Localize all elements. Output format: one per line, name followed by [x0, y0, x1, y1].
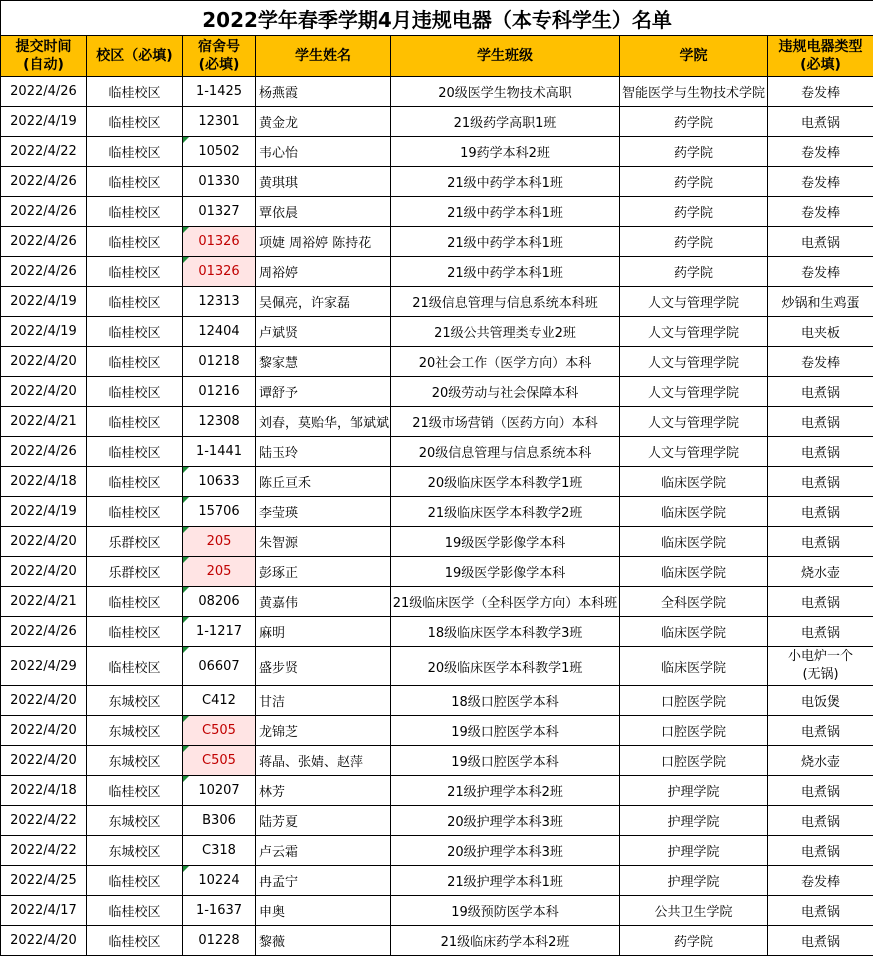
- cell-campus[interactable]: 临桂校区: [87, 227, 183, 257]
- table-row: [1, 197, 873, 227]
- cell-name[interactable]: 黎家慧: [256, 347, 391, 377]
- cell-date[interactable]: 2022/4/26: [1, 437, 87, 467]
- cell-room[interactable]: 01326: [183, 257, 256, 287]
- cell-appliance[interactable]: 电煮锅: [768, 587, 873, 617]
- cell-room[interactable]: 12308: [183, 407, 256, 437]
- cell-date[interactable]: 2022/4/22: [1, 806, 87, 836]
- cell-appliance[interactable]: 卷发棒: [768, 347, 873, 377]
- cell-campus[interactable]: 临桂校区: [87, 617, 183, 647]
- cell-college[interactable]: 药学院: [620, 227, 768, 257]
- cell-date[interactable]: 2022/4/20: [1, 716, 87, 746]
- cell-room[interactable]: 01228: [183, 926, 256, 956]
- cell-date[interactable]: 2022/4/20: [1, 926, 87, 956]
- cell-room[interactable]: 10224: [183, 866, 256, 896]
- cell-room[interactable]: 10207: [183, 776, 256, 806]
- cell-name[interactable]: 盛步贤: [256, 647, 391, 686]
- cell-date[interactable]: 2022/4/29: [1, 647, 87, 686]
- cell-campus[interactable]: 临桂校区: [87, 776, 183, 806]
- cell-college[interactable]: 药学院: [620, 257, 768, 287]
- table-row: [1, 317, 873, 347]
- table-row: [1, 806, 873, 836]
- cell-class[interactable]: 21级药学高职1班: [391, 107, 620, 137]
- cell-campus[interactable]: 临桂校区: [87, 587, 183, 617]
- cell-college[interactable]: 人文与管理学院: [620, 347, 768, 377]
- cell-class[interactable]: 19药学本科2班: [391, 137, 620, 167]
- cell-class[interactable]: 21级公共管理类专业2班: [391, 317, 620, 347]
- cell-college[interactable]: 人文与管理学院: [620, 437, 768, 467]
- cell-date[interactable]: 2022/4/20: [1, 557, 87, 587]
- table-row: [1, 167, 873, 197]
- cell-appliance[interactable]: 卷发棒: [768, 866, 873, 896]
- cell-room[interactable]: 01330: [183, 167, 256, 197]
- cell-college[interactable]: 护理学院: [620, 836, 768, 866]
- cell-class[interactable]: 19级预防医学本科: [391, 896, 620, 926]
- cell-class[interactable]: 20级临床医学本科教学1班: [391, 467, 620, 497]
- cell-appliance[interactable]: 电夹板: [768, 317, 873, 347]
- cell-room[interactable]: 06607: [183, 647, 256, 686]
- cell-date[interactable]: 2022/4/21: [1, 407, 87, 437]
- cell-college[interactable]: 药学院: [620, 167, 768, 197]
- cell-class[interactable]: 21级市场营销（医药方向）本科: [391, 407, 620, 437]
- table-row: [1, 866, 873, 896]
- table-row: [1, 497, 873, 527]
- cell-appliance[interactable]: 电煮锅: [768, 896, 873, 926]
- cell-room[interactable]: 15706: [183, 497, 256, 527]
- cell-name[interactable]: 冉孟宁: [256, 866, 391, 896]
- cell-college[interactable]: 人文与管理学院: [620, 287, 768, 317]
- cell-college[interactable]: 口腔医学院: [620, 746, 768, 776]
- cell-name[interactable]: 卢云霜: [256, 836, 391, 866]
- table-row: [1, 137, 873, 167]
- table-row: [1, 926, 873, 956]
- table-row: [1, 746, 873, 776]
- cell-name[interactable]: 周裕婷: [256, 257, 391, 287]
- cell-college[interactable]: 口腔医学院: [620, 686, 768, 716]
- cell-name[interactable]: 陆玉玲: [256, 437, 391, 467]
- cell-campus[interactable]: 临桂校区: [87, 926, 183, 956]
- cell-appliance[interactable]: 卷发棒: [768, 167, 873, 197]
- cell-date[interactable]: 2022/4/17: [1, 896, 87, 926]
- cell-class[interactable]: 21级中药学本科1班: [391, 227, 620, 257]
- cell-room[interactable]: 1-1425: [183, 77, 256, 107]
- cell-name[interactable]: 麻明: [256, 617, 391, 647]
- cell-campus[interactable]: 临桂校区: [87, 467, 183, 497]
- table-row: [1, 587, 873, 617]
- table-row: [1, 527, 873, 557]
- cell-name[interactable]: 谭舒予: [256, 377, 391, 407]
- table-row: [1, 377, 873, 407]
- cell-name[interactable]: 甘洁: [256, 686, 391, 716]
- cell-name[interactable]: 覃依晨: [256, 197, 391, 227]
- col-header-date[interactable]: 提交时间 (自动): [1, 36, 87, 77]
- cell-campus[interactable]: 临桂校区: [87, 167, 183, 197]
- cell-college[interactable]: 全科医学院: [620, 587, 768, 617]
- cell-class[interactable]: 19级医学影像学本科: [391, 527, 620, 557]
- table-row: [1, 686, 873, 716]
- col-header-room[interactable]: 宿舍号 (必填): [183, 36, 256, 77]
- cell-campus[interactable]: 东城校区: [87, 716, 183, 746]
- cell-date[interactable]: 2022/4/20: [1, 686, 87, 716]
- col-header-class[interactable]: 学生班级: [391, 36, 620, 77]
- cell-date[interactable]: 2022/4/22: [1, 836, 87, 866]
- table-row: [1, 407, 873, 437]
- cell-college[interactable]: 临床医学院: [620, 617, 768, 647]
- col-header-campus[interactable]: 校区（必填): [87, 36, 183, 77]
- cell-appliance[interactable]: 电煮锅: [768, 467, 873, 497]
- cell-name[interactable]: 陆芳夏: [256, 806, 391, 836]
- cell-class[interactable]: 19级口腔医学本科: [391, 716, 620, 746]
- cell-date[interactable]: 2022/4/26: [1, 77, 87, 107]
- cell-name[interactable]: 杨燕霞: [256, 77, 391, 107]
- cell-appliance[interactable]: 烧水壶: [768, 746, 873, 776]
- cell-appliance[interactable]: 电煮锅: [768, 776, 873, 806]
- cell-class[interactable]: 21级中药学本科1班: [391, 197, 620, 227]
- cell-room[interactable]: C505: [183, 716, 256, 746]
- cell-class[interactable]: 21级护理学本科1班: [391, 866, 620, 896]
- cell-campus[interactable]: 临桂校区: [87, 107, 183, 137]
- cell-appliance[interactable]: 电煮锅: [768, 926, 873, 956]
- cell-appliance[interactable]: 电煮锅: [768, 527, 873, 557]
- cell-date[interactable]: 2022/4/20: [1, 347, 87, 377]
- cell-campus[interactable]: 临桂校区: [87, 896, 183, 926]
- cell-appliance[interactable]: 电煮锅: [768, 107, 873, 137]
- cell-campus[interactable]: 东城校区: [87, 746, 183, 776]
- cell-date[interactable]: 2022/4/19: [1, 317, 87, 347]
- cell-campus[interactable]: 临桂校区: [87, 647, 183, 686]
- cell-college[interactable]: 药学院: [620, 107, 768, 137]
- table-row: [1, 347, 873, 377]
- cell-college[interactable]: 临床医学院: [620, 647, 768, 686]
- cell-room[interactable]: 10633: [183, 467, 256, 497]
- col-header-college[interactable]: 学院: [620, 36, 768, 77]
- cell-date[interactable]: 2022/4/19: [1, 497, 87, 527]
- cell-room[interactable]: 08206: [183, 587, 256, 617]
- table-row: [1, 896, 873, 926]
- cell-room[interactable]: 1-1441: [183, 437, 256, 467]
- cell-name[interactable]: 项婕 周裕婷 陈持花: [256, 227, 391, 257]
- cell-class[interactable]: 21级中药学本科1班: [391, 167, 620, 197]
- cell-name[interactable]: 刘春，莫贻华，邹斌斌: [256, 407, 391, 437]
- cell-class[interactable]: 19级医学影像学本科: [391, 557, 620, 587]
- cell-room[interactable]: 12301: [183, 107, 256, 137]
- cell-class[interactable]: 20级医学生物技术高职: [391, 77, 620, 107]
- table-row: [1, 227, 873, 257]
- cell-date[interactable]: 2022/4/21: [1, 587, 87, 617]
- cell-date[interactable]: 2022/4/20: [1, 377, 87, 407]
- cell-room[interactable]: 10502: [183, 137, 256, 167]
- cell-campus[interactable]: 临桂校区: [87, 287, 183, 317]
- cell-appliance[interactable]: 电煮锅: [768, 716, 873, 746]
- cell-class[interactable]: 20级护理学本科3班: [391, 836, 620, 866]
- cell-name[interactable]: 韦心怡: [256, 137, 391, 167]
- cell-college[interactable]: 护理学院: [620, 866, 768, 896]
- cell-campus[interactable]: 临桂校区: [87, 866, 183, 896]
- cell-room[interactable]: 12313: [183, 287, 256, 317]
- cell-name[interactable]: 卢斌贤: [256, 317, 391, 347]
- cell-appliance[interactable]: 电煮锅: [768, 836, 873, 866]
- table-row: [1, 647, 873, 686]
- cell-college[interactable]: 智能医学与生物技术学院: [620, 77, 768, 107]
- cell-class[interactable]: 21级护理学本科2班: [391, 776, 620, 806]
- cell-campus[interactable]: 东城校区: [87, 806, 183, 836]
- cell-room[interactable]: 01326: [183, 227, 256, 257]
- cell-campus[interactable]: 临桂校区: [87, 497, 183, 527]
- cell-class[interactable]: 21级信息管理与信息系统本科班: [391, 287, 620, 317]
- table-row: [1, 836, 873, 866]
- cell-room[interactable]: C505: [183, 746, 256, 776]
- col-header-name[interactable]: 学生姓名: [256, 36, 391, 77]
- table-row: [1, 257, 873, 287]
- cell-name[interactable]: 陈丘亘禾: [256, 467, 391, 497]
- cell-campus[interactable]: 临桂校区: [87, 197, 183, 227]
- cell-date[interactable]: 2022/4/20: [1, 746, 87, 776]
- title-row: [1, 1, 873, 36]
- cell-room[interactable]: 1-1637: [183, 896, 256, 926]
- cell-date[interactable]: 2022/4/25: [1, 866, 87, 896]
- cell-date[interactable]: 2022/4/18: [1, 776, 87, 806]
- cell-date[interactable]: 2022/4/26: [1, 167, 87, 197]
- cell-campus[interactable]: 东城校区: [87, 836, 183, 866]
- table-row: [1, 716, 873, 746]
- cell-college[interactable]: 口腔医学院: [620, 716, 768, 746]
- cell-class[interactable]: 21级临床药学本科2班: [391, 926, 620, 956]
- cell-class[interactable]: 21级临床医学（全科医学方向）本科班: [391, 587, 620, 617]
- cell-campus[interactable]: 临桂校区: [87, 377, 183, 407]
- header-row: [1, 36, 873, 77]
- cell-campus[interactable]: 临桂校区: [87, 137, 183, 167]
- cell-name[interactable]: 申奥: [256, 896, 391, 926]
- table-row: [1, 287, 873, 317]
- cell-name[interactable]: 黎薇: [256, 926, 391, 956]
- cell-room[interactable]: 205: [183, 557, 256, 587]
- cell-name[interactable]: 彭琢正: [256, 557, 391, 587]
- cell-date[interactable]: 2022/4/19: [1, 287, 87, 317]
- cell-room[interactable]: 01327: [183, 197, 256, 227]
- cell-appliance[interactable]: 电饭煲: [768, 686, 873, 716]
- cell-room[interactable]: 205: [183, 527, 256, 557]
- cell-name[interactable]: 黄金龙: [256, 107, 391, 137]
- cell-name[interactable]: 黄嘉伟: [256, 587, 391, 617]
- cell-date[interactable]: 2022/4/26: [1, 617, 87, 647]
- cell-college[interactable]: 临床医学院: [620, 497, 768, 527]
- cell-room[interactable]: 12404: [183, 317, 256, 347]
- cell-date[interactable]: 2022/4/19: [1, 107, 87, 137]
- cell-college[interactable]: 临床医学院: [620, 557, 768, 587]
- cell-room[interactable]: B306: [183, 806, 256, 836]
- cell-appliance[interactable]: 电煮锅: [768, 617, 873, 647]
- cell-college[interactable]: 人文与管理学院: [620, 377, 768, 407]
- cell-name[interactable]: 朱智源: [256, 527, 391, 557]
- cell-class[interactable]: 18级口腔医学本科: [391, 686, 620, 716]
- cell-appliance[interactable]: 小电炉一个 (无锅): [768, 647, 873, 686]
- cell-campus[interactable]: 临桂校区: [87, 437, 183, 467]
- cell-college[interactable]: 人文与管理学院: [620, 317, 768, 347]
- cell-class[interactable]: 20社会工作（医学方向）本科: [391, 347, 620, 377]
- cell-appliance[interactable]: 电煮锅: [768, 806, 873, 836]
- cell-campus[interactable]: 临桂校区: [87, 317, 183, 347]
- table-row: [1, 77, 873, 107]
- cell-appliance[interactable]: 电煮锅: [768, 407, 873, 437]
- cell-class[interactable]: 20级临床医学本科教学1班: [391, 647, 620, 686]
- cell-campus[interactable]: 临桂校区: [87, 257, 183, 287]
- cell-name[interactable]: 龙锦芝: [256, 716, 391, 746]
- cell-college[interactable]: 临床医学院: [620, 467, 768, 497]
- cell-name[interactable]: 李莹瑛: [256, 497, 391, 527]
- cell-name[interactable]: 吴佩亮，许家磊: [256, 287, 391, 317]
- cell-class[interactable]: 21级临床医学本科教学2班: [391, 497, 620, 527]
- cell-room[interactable]: C412: [183, 686, 256, 716]
- cell-room[interactable]: 01218: [183, 347, 256, 377]
- col-header-appliance[interactable]: 违规电器类型 (必填): [768, 36, 873, 77]
- cell-date[interactable]: 2022/4/22: [1, 137, 87, 167]
- table-row: [1, 617, 873, 647]
- table-row: [1, 557, 873, 587]
- cell-appliance[interactable]: 电煮锅: [768, 377, 873, 407]
- cell-college[interactable]: 临床医学院: [620, 527, 768, 557]
- cell-appliance[interactable]: 电煮锅: [768, 227, 873, 257]
- cell-campus[interactable]: 临桂校区: [87, 407, 183, 437]
- cell-class[interactable]: 20级护理学本科3班: [391, 806, 620, 836]
- cell-college[interactable]: 人文与管理学院: [620, 407, 768, 437]
- cell-campus[interactable]: 乐群校区: [87, 557, 183, 587]
- table-row: [1, 107, 873, 137]
- cell-class[interactable]: 20级信息管理与信息系统本科: [391, 437, 620, 467]
- cell-college[interactable]: 护理学院: [620, 776, 768, 806]
- sheet-title: 2022学年春季学期4月违规电器（本专科学生）名单: [1, 1, 873, 36]
- cell-room[interactable]: C318: [183, 836, 256, 866]
- cell-class[interactable]: 18级临床医学本科教学3班: [391, 617, 620, 647]
- cell-room[interactable]: 1-1217: [183, 617, 256, 647]
- table-row: [1, 437, 873, 467]
- cell-name[interactable]: 蒋晶、张婧、赵萍: [256, 746, 391, 776]
- cell-date[interactable]: 2022/4/20: [1, 527, 87, 557]
- table-row: [1, 776, 873, 806]
- cell-college[interactable]: 药学院: [620, 197, 768, 227]
- cell-appliance[interactable]: 炒锅和生鸡蛋: [768, 287, 873, 317]
- cell-date[interactable]: 2022/4/18: [1, 467, 87, 497]
- cell-appliance[interactable]: 电煮锅: [768, 437, 873, 467]
- cell-college[interactable]: 公共卫生学院: [620, 896, 768, 926]
- cell-name[interactable]: 黄琪琪: [256, 167, 391, 197]
- cell-name[interactable]: 林芳: [256, 776, 391, 806]
- cell-campus[interactable]: 乐群校区: [87, 527, 183, 557]
- cell-appliance[interactable]: 电煮锅: [768, 497, 873, 527]
- cell-college[interactable]: 药学院: [620, 926, 768, 956]
- cell-class[interactable]: 21级中药学本科1班: [391, 257, 620, 287]
- cell-class[interactable]: 19级口腔医学本科: [391, 746, 620, 776]
- cell-class[interactable]: 20级劳动与社会保障本科: [391, 377, 620, 407]
- cell-appliance[interactable]: 卷发棒: [768, 257, 873, 287]
- cell-campus[interactable]: 东城校区: [87, 686, 183, 716]
- cell-campus[interactable]: 临桂校区: [87, 347, 183, 377]
- cell-appliance[interactable]: 烧水壶: [768, 557, 873, 587]
- cell-appliance[interactable]: 卷发棒: [768, 77, 873, 107]
- cell-appliance[interactable]: 卷发棒: [768, 197, 873, 227]
- table-row: [1, 467, 873, 497]
- cell-room[interactable]: 01216: [183, 377, 256, 407]
- cell-date[interactable]: 2022/4/26: [1, 227, 87, 257]
- cell-date[interactable]: 2022/4/26: [1, 197, 87, 227]
- cell-date[interactable]: 2022/4/26: [1, 257, 87, 287]
- cell-campus[interactable]: 临桂校区: [87, 77, 183, 107]
- cell-college[interactable]: 药学院: [620, 137, 768, 167]
- cell-appliance[interactable]: 卷发棒: [768, 137, 873, 167]
- cell-college[interactable]: 护理学院: [620, 806, 768, 836]
